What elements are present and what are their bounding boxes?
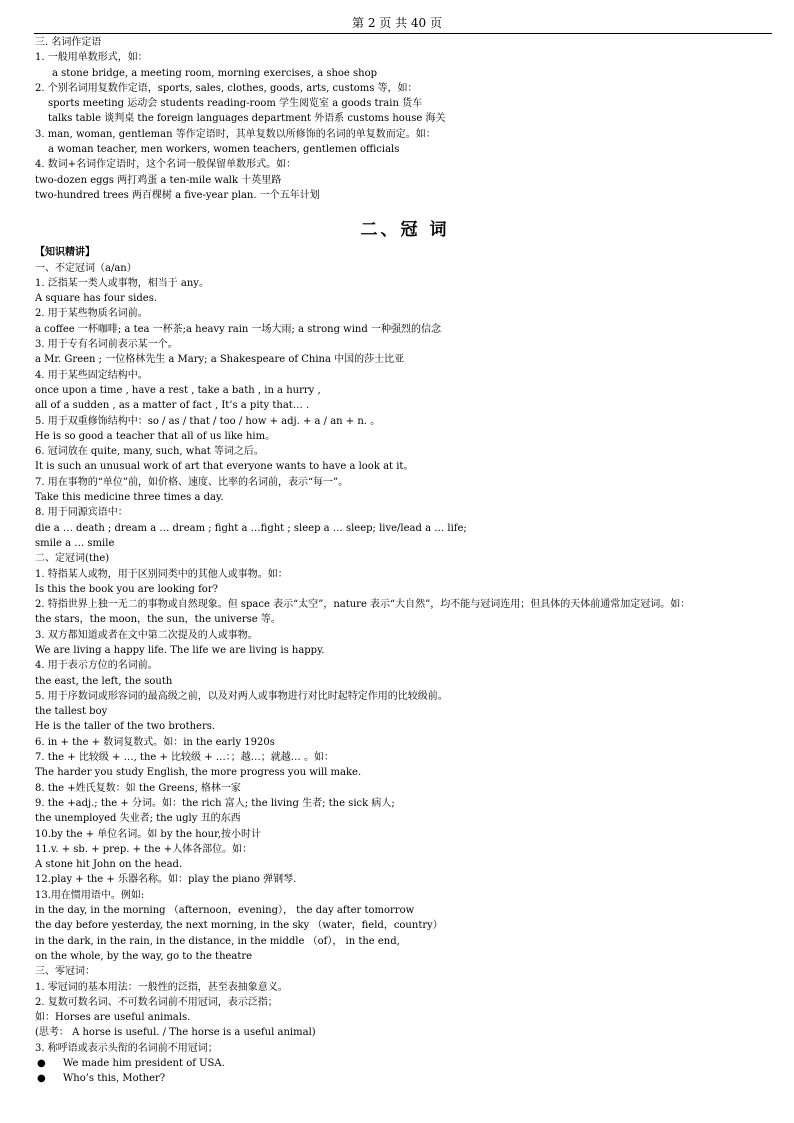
text-line: 2. 复数可数名词、不可数名词前不用冠词，表示泛指；: [35, 996, 278, 1008]
text-line: 6. 冠词放在 quite, many, such, what 等词之后。: [35, 446, 264, 458]
text-line: a coffee 一杯咖啡; a tea 一杯茶;a heavy rain 一场大雨; a strong wind 一种强烈的信念: [35, 323, 441, 335]
text-line: 2. 用于某些物质名词前。: [35, 308, 148, 320]
text-line: the unemployed 失业者; the ugly 丑的东西: [35, 813, 241, 825]
text-line: 3. 双方都知道或者在文中第二次提及的人或事物。: [35, 629, 258, 641]
text-line: 二、定冠词(the): [35, 553, 110, 565]
text-line: The harder you study English, the more progress you will make.: [35, 767, 362, 779]
example-line: a woman teacher, men workers, women teachers, gentlemen officials: [48, 144, 400, 156]
example-line: talks table 谈判桌 the foreign languages department 外语系 customs house 海关: [48, 113, 446, 125]
bullet-item: [35, 1056, 775, 1071]
text-line: the tallest boy: [35, 706, 108, 718]
text-line: 4. 数词+名词作定语时，这个名词一般保留单数形式。如：: [35, 159, 297, 171]
text-line: We are living a happy life. The life we are living is happy.: [35, 644, 325, 656]
text-line: 13.用在惯用语中。例如:: [35, 889, 145, 901]
section-heading: 三. 名词作定语: [35, 37, 102, 48]
text-line: 4. 用于某些固定结构中。: [35, 369, 148, 381]
example-line: two-hundred trees 两百棵树 a five-year plan. 一个五年计划: [35, 189, 320, 201]
text-line: 6. in + the + 数词复数式。如：in the early 1920s: [35, 736, 275, 748]
bullet-text: Who’s this, Mother?: [63, 1073, 166, 1085]
text-line: 三、零冠词：: [35, 966, 95, 978]
text-line: A square has four sides.: [35, 293, 158, 305]
bullet-icon: ●: [37, 1058, 46, 1069]
lines-block-2: [35, 612, 775, 1056]
text-line: 3. 称呼语或表示头衔的名词前不用冠词；: [35, 1042, 218, 1054]
example-line: a stone bridge, a meeting room, morning exercises, a shoe shop: [52, 67, 378, 79]
text-line: 3. man, woman, gentleman 等作定语时，其单复数以所修饰的名词的单复数而定。如：: [35, 128, 436, 140]
text-line: 1. 一般用单数形式，如：: [35, 52, 148, 64]
text-line: 1. 零冠词的基本用法：一般性的泛指，甚至表抽象意义。: [35, 981, 288, 993]
text-line: 3. 用于专有名词前表示某一个。: [35, 339, 178, 351]
bullet-icon: ●: [37, 1073, 46, 1085]
text-line: 一、不定冠词（a/an）: [35, 262, 137, 274]
text-line: 9. the +adj.; the + 分词。如：the rich 富人; the living 生者; the sick 病人;: [35, 797, 395, 809]
example-line: sports meeting 运动会 students reading-room 学生阅览室 a goods train 货车: [48, 98, 423, 110]
text-line: die a … death ; dream a … dream ; fight a …fight ; sleep a … sleep; live/lead a … life;: [35, 522, 467, 534]
text-line: A stone hit John on the head.: [35, 859, 183, 871]
text-line: 8. 用于同源宾语中：: [35, 507, 128, 519]
text-line: the day before yesterday, the next morning, in the sky （water，field，country）: [35, 920, 443, 932]
text-line: Is this the book you are looking for?: [35, 583, 218, 595]
text-line: 4. 用于表示方位的名词前。: [35, 660, 158, 672]
text-line: the stars，the moon，the sun，the universe 等。: [35, 614, 281, 626]
header-rule: [34, 33, 772, 34]
text-line: 1. 特指某人或物，用于区别同类中的其他人或事物。如：: [35, 568, 288, 580]
text-line: smile a … smile: [35, 537, 115, 549]
chapter-title: 二、冠 词: [360, 220, 450, 241]
text-line: in the day, in the morning （afternoon，evening）， the day after tomorrow: [35, 905, 415, 917]
text-line: 8. the +姓氏复数：如 the Greens, 格林一家: [35, 782, 241, 794]
text-line: 如：Horses are useful animals.: [35, 1012, 191, 1024]
text-line: 1. 泛指某一类人或事物，相当于 any。: [35, 277, 209, 289]
text-line: 7. 用在事物的“单位”前，如价格、速度、比率的名词前，表示“每一”。: [35, 476, 349, 488]
text-line: 10.by the + 单位名词。如 by the hour,按小时计: [35, 828, 261, 840]
text-line: on the whole, by the way, go to the theatre: [35, 950, 253, 962]
page-header: 第 2 页 共 40 页: [352, 16, 442, 30]
bullet-text: We made him president of USA.: [63, 1058, 225, 1069]
lines-block-1: [35, 245, 775, 597]
text-line: a Mr. Green ; 一位格林先生 a Mary; a Shakespeare of China 中国的莎士比亚: [35, 354, 405, 366]
text-line: 2. 个别名词用复数作定语，sports, sales, clothes, goods, arts, customs 等，如：: [35, 82, 418, 94]
text-line: all of a sudden , as a matter of fact , It’s a pity that… .: [35, 400, 310, 412]
text-line: 12.play + the + 乐器名称。如：play the piano 弹钢琴.: [35, 874, 297, 886]
text-line: 5. 用于序数词或形容词的最高级之前，以及对两人或事物进行对比时起特定作用的比较级前。: [35, 690, 448, 702]
text-line: the east, the left, the south: [35, 675, 173, 687]
text-line: (思考： A horse is useful. / The horse is a useful animal): [35, 1027, 316, 1039]
text-line: 【知识精讲】: [35, 247, 95, 259]
document-body: [35, 35, 775, 1087]
text-line: He is the taller of the two brothers.: [35, 721, 216, 733]
bullet-item: [35, 1071, 775, 1086]
text-line: 5. 用于双重修饰结构中：so / as / that / too / how + adj. + a / an + n. 。: [35, 415, 381, 427]
text-line: Take this medicine three times a day.: [35, 492, 224, 504]
example-line: two-dozen eggs 两打鸡蛋 a ten-mile walk 十英里路: [35, 174, 282, 186]
text-line: 11.v. + sb. + prep. + the +人体各部位。如：: [35, 843, 253, 855]
text-line: He is so good a teacher that all of us like him。: [35, 430, 276, 442]
text-line: once upon a time , have a rest , take a bath , in a hurry ,: [35, 384, 321, 396]
text-line: 2. 特指世界上独一无二的事物或自然现象。但 space 表示“太空”，nature 表示“大自然”，均不能与冠词连用；但具体的天体前通常加定冠词。如：: [35, 599, 691, 611]
text-line: 7. the + 比较级 + …, the + 比较级 + …：；越…；就越… 。如：: [35, 752, 334, 764]
text-line: It is such an unusual work of art that everyone wants to have a look at it。: [35, 461, 414, 473]
bullet-list: [35, 1056, 775, 1087]
text-line: in the dark, in the rain, in the distance, in the middle （of）， in the end,: [35, 935, 400, 947]
